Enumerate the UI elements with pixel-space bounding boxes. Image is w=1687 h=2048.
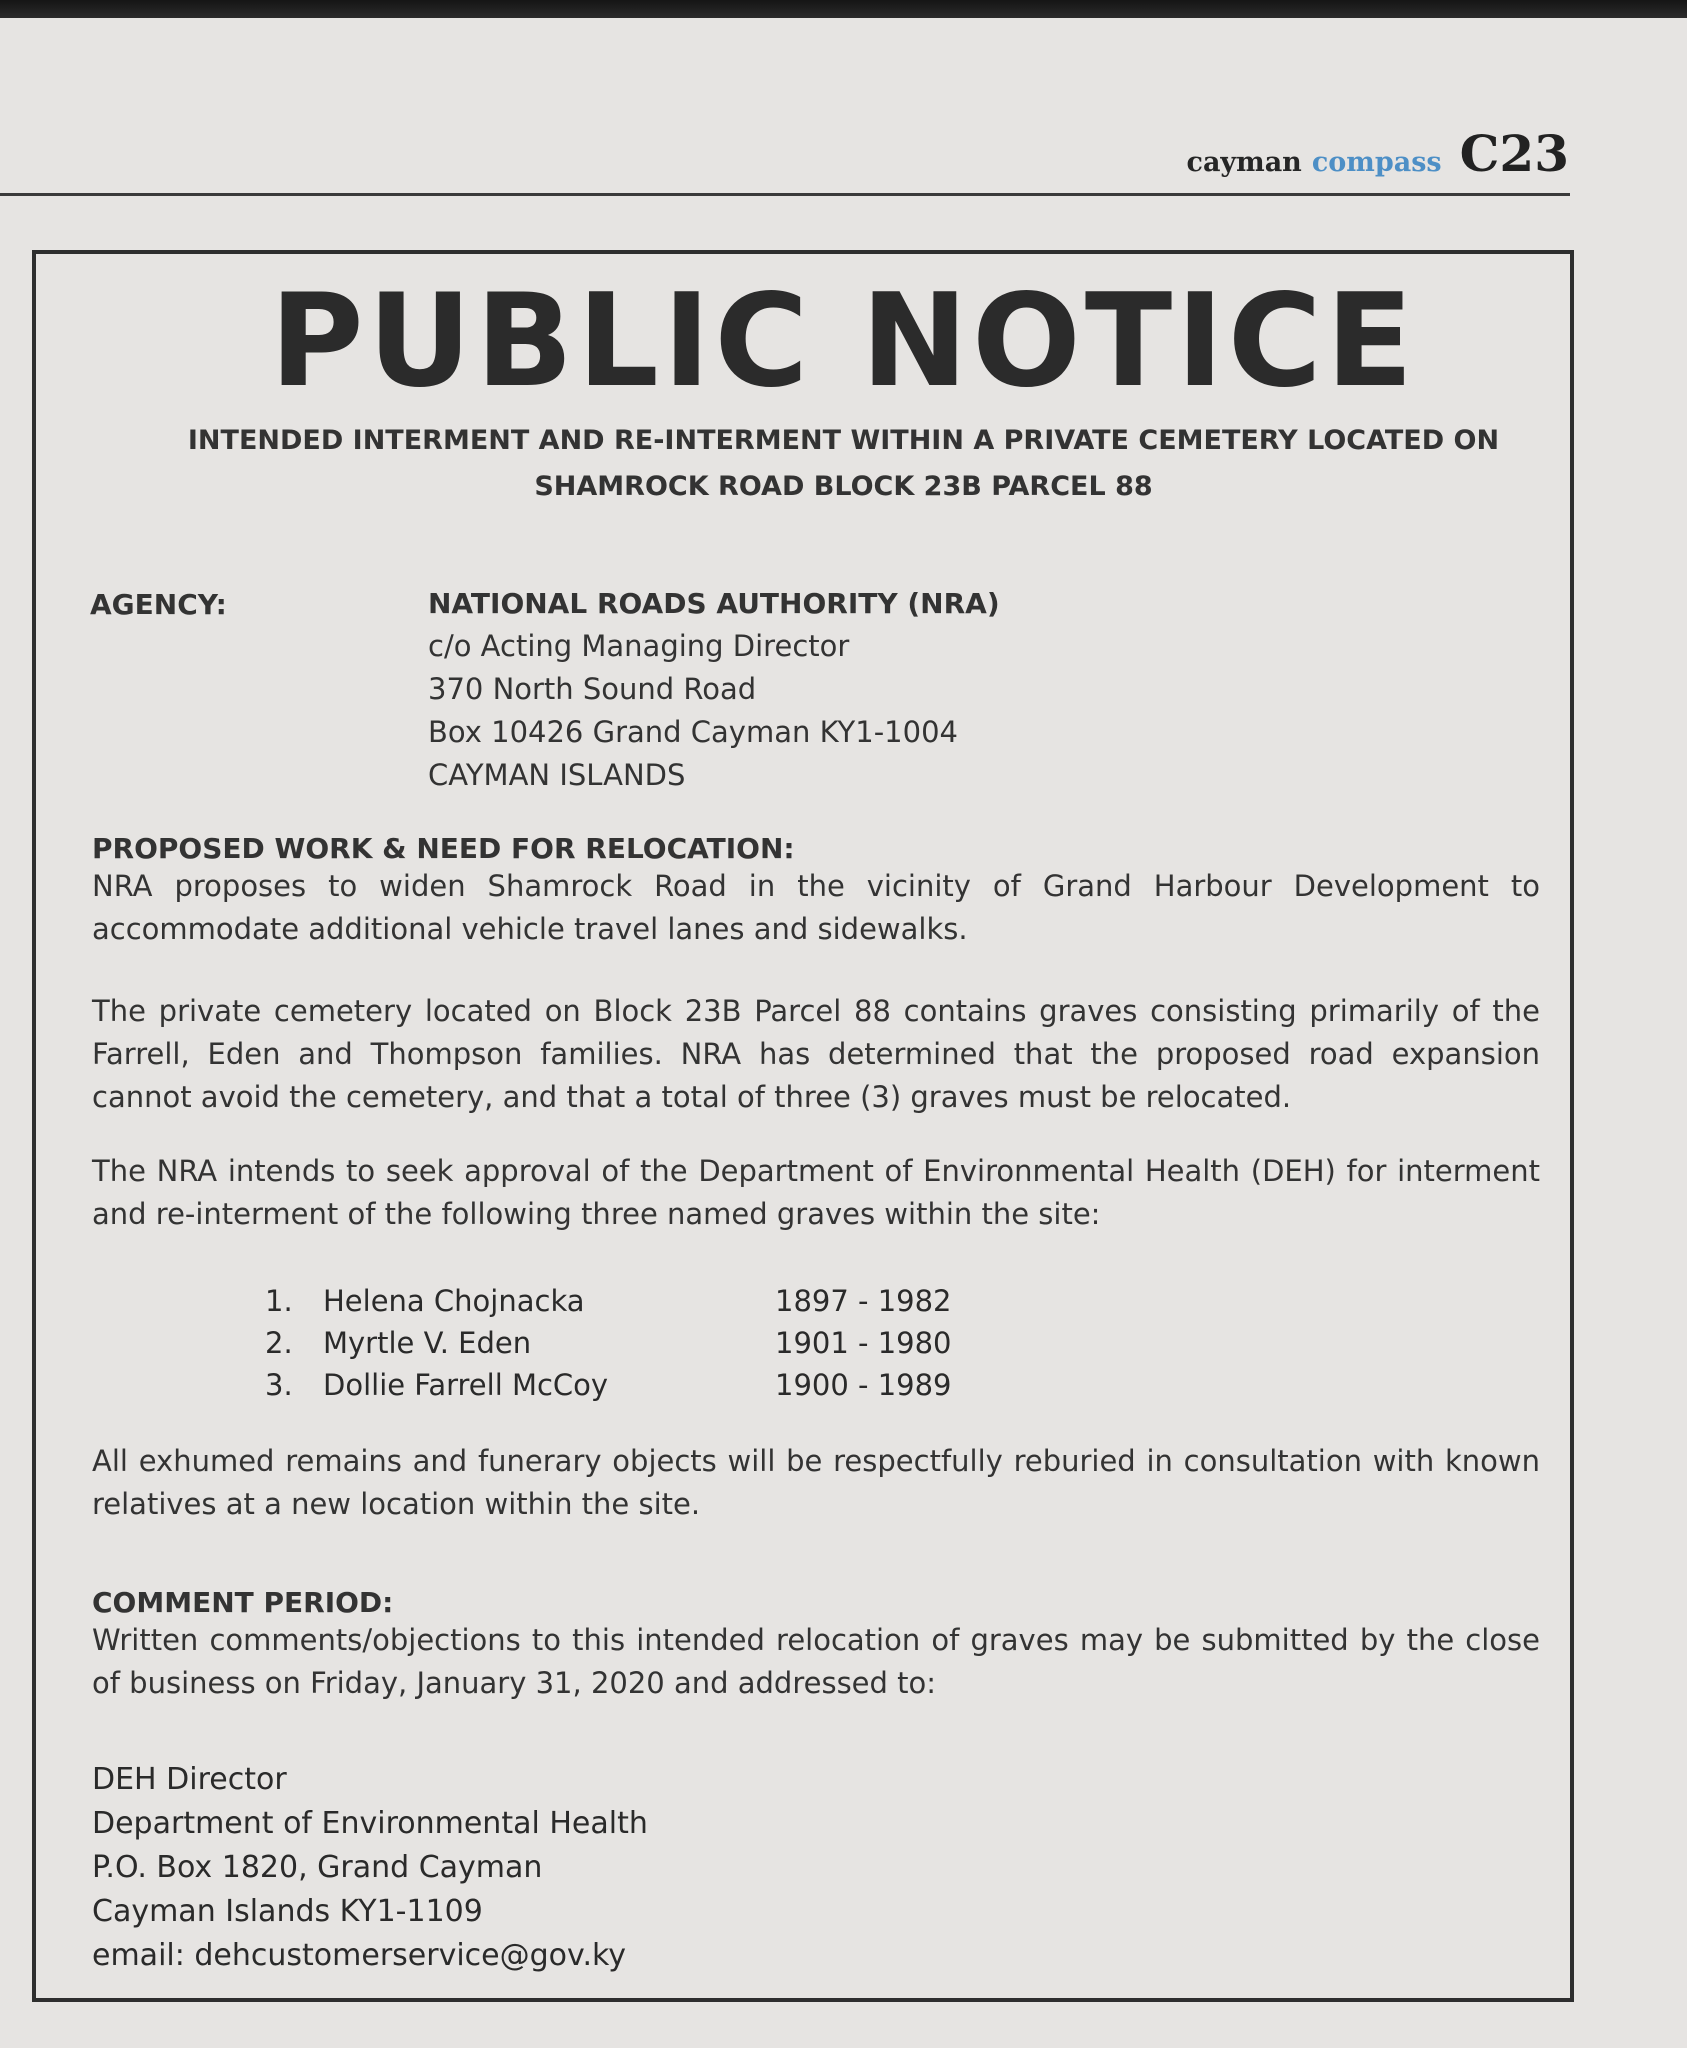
- proposed-work-section: [92, 832, 1540, 951]
- grave-years: 1900 - 1989: [775, 1368, 952, 1402]
- list-item: [265, 1280, 952, 1322]
- header-rule: [0, 193, 1570, 196]
- cemetery-paragraph: The private cemetery located on Block 23B Parcel 88 contains graves consisting primarily of the Farrell, Eden and Thompson families. NRA has determined that the proposed road expansion cannot avoid the cemetery, and that a total of three (3) graves must be relocated.: [92, 994, 1540, 1114]
- page-number: C23: [1459, 124, 1569, 183]
- approval-paragraph: The NRA intends to seek approval of the Department of Environmental Health (DEH) for interment and re-interment of the following three named graves within the site:: [92, 1154, 1540, 1231]
- proposed-work-heading: PROPOSED WORK & NEED FOR RELOCATION:: [92, 832, 795, 865]
- agency-line: Box 10426 Grand Cayman KY1-1004: [428, 715, 958, 749]
- agency-line: 370 North Sound Road: [428, 672, 757, 706]
- grave-name: Myrtle V. Eden: [323, 1326, 532, 1360]
- grave-number: 3.: [265, 1368, 293, 1402]
- grave-number: 1.: [265, 1284, 293, 1318]
- cemetery-section: [92, 990, 1540, 1119]
- masthead: [1187, 124, 1570, 183]
- list-item: [265, 1322, 952, 1364]
- address-email: email: dehcustomerservice@gov.ky: [92, 1938, 627, 1973]
- address-line: DEH Director: [92, 1762, 287, 1797]
- grave-number: 2.: [265, 1326, 293, 1360]
- agency-line: CAYMAN ISLANDS: [428, 758, 686, 792]
- proposed-work-paragraph: NRA proposes to widen Shamrock Road in the vicinity of Grand Harbour Development to accommodate additional vehicle travel lanes and sidewalks.: [92, 869, 1540, 946]
- grave-years: 1897 - 1982: [775, 1284, 952, 1318]
- address-line: Department of Environmental Health: [92, 1806, 648, 1841]
- agency-name: NATIONAL ROADS AUTHORITY (NRA): [428, 587, 1000, 620]
- agency-address: [428, 582, 1000, 797]
- agency-line: c/o Acting Managing Director: [428, 629, 850, 663]
- approval-section: [92, 1150, 1540, 1236]
- address-line: Cayman Islands KY1-1109: [92, 1894, 483, 1929]
- subtitle-line-1: INTENDED INTERMENT AND RE-INTERMENT WITHIN A PRIVATE CEMETERY LOCATED ON: [187, 425, 1500, 456]
- masthead-brand-cayman: cayman: [1186, 147, 1302, 178]
- page-top-edge: [0, 0, 1687, 18]
- deh-address: [92, 1758, 648, 1978]
- list-item: [265, 1364, 952, 1406]
- notice-border: [32, 250, 1574, 2002]
- subtitle-line-2: SHAMROCK ROAD BLOCK 23B PARCEL 88: [534, 471, 1153, 502]
- comment-period-section: [92, 1586, 1540, 1705]
- graves-list: [265, 1280, 952, 1406]
- reburial-section: [92, 1440, 1540, 1526]
- masthead-brand-compass: compass: [1311, 147, 1442, 178]
- notice-title: PUBLIC NOTICE: [269, 267, 1418, 416]
- notice-subtitle: [100, 418, 1587, 510]
- agency-label: AGENCY:: [90, 588, 227, 621]
- grave-name: Helena Chojnacka: [323, 1284, 585, 1318]
- address-line: P.O. Box 1820, Grand Cayman: [92, 1850, 543, 1885]
- reburial-paragraph: All exhumed remains and funerary objects will be respectfully reburied in consultation with known relatives at a new location within the site.: [92, 1444, 1540, 1521]
- grave-years: 1901 - 1980: [775, 1326, 952, 1360]
- grave-name: Dollie Farrell McCoy: [323, 1368, 609, 1402]
- comment-period-heading: COMMENT PERIOD:: [92, 1586, 394, 1619]
- comment-period-paragraph: Written comments/objections to this intended relocation of graves may be submitted by the close of business on Friday, January 31, 2020 and addressed to:: [92, 1623, 1540, 1700]
